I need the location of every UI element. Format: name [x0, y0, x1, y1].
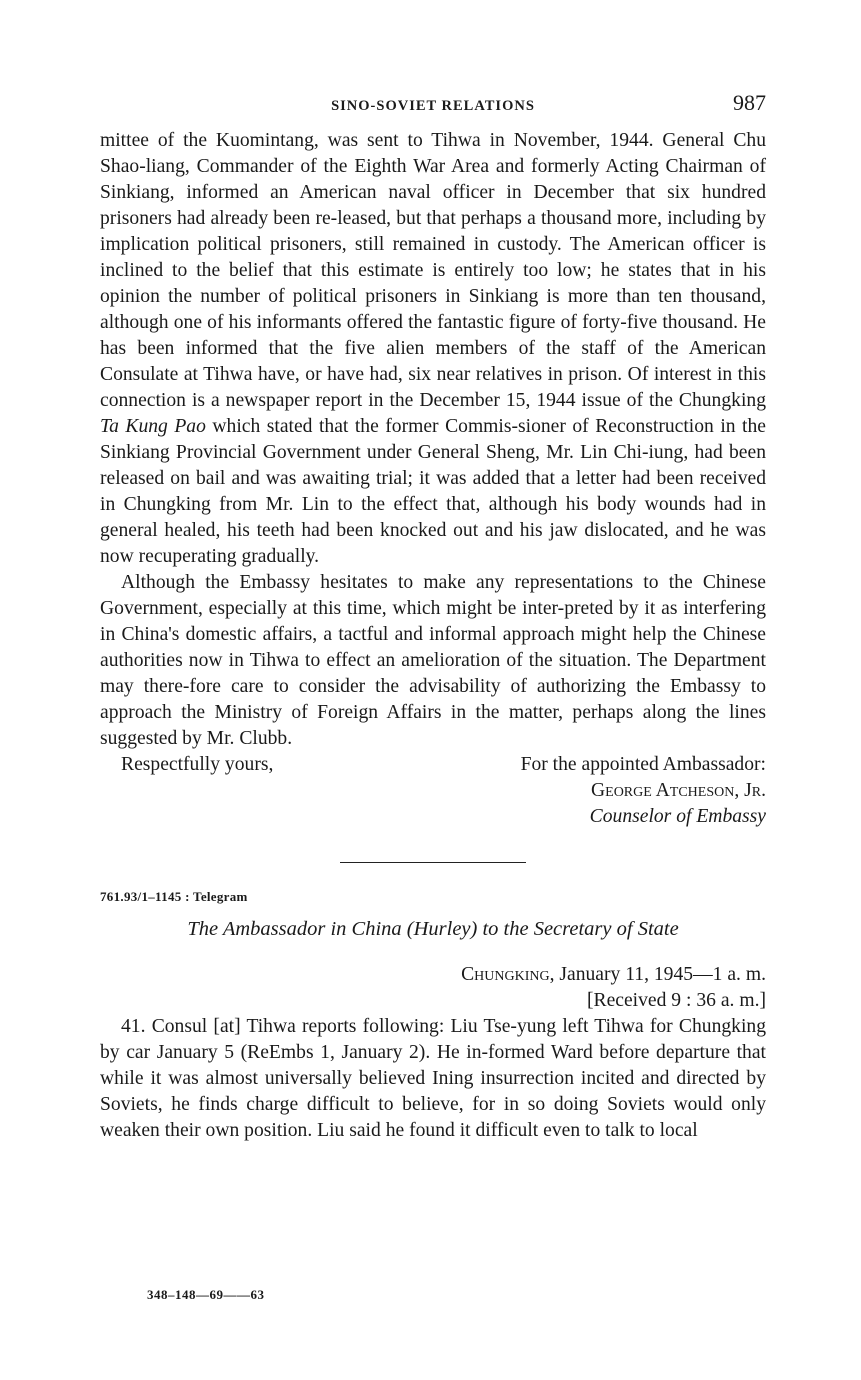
newspaper-title: Ta Kung Pao: [100, 416, 206, 437]
signature-name: George Atcheson, Jr.: [591, 780, 766, 801]
page-content: [100, 88, 766, 1144]
section-divider: [340, 862, 526, 863]
paragraph-embassy: Although the Embassy hesitates to make any representations to the Chinese Government, especially at this time, which might be inter-preted by it as interfering in China's domestic affairs, a tactful and informal approach might help the Chinese authorities now in Tihwa to effect an amelioration of the situation. The Department may there-fore care to consider the advisability of authorizing the Embassy to approach the Ministry of Foreign Affairs in the matter, perhaps along the lines suggested by Mr. Clubb.: [100, 572, 766, 749]
body-text: [100, 128, 766, 752]
footer-reference: 348–148—69——63: [147, 1287, 265, 1302]
running-title: SINO-SOVIET RELATIONS: [331, 98, 535, 114]
page-number: 987: [733, 90, 766, 115]
paragraph-text: which stated that the former Commis-sioner of Reconstruction in the Sinkiang Provincial Government under General Sheng, Mr. Lin Chi-iung, had been released on bail and was awaiting trial; it was added that a letter had been received in Chungking from Mr. Lin to the effect that, although his body wounds had in general healed, his teeth had been knocked out and his jaw dislocated, and he was now recuperating gradually.: [100, 416, 766, 567]
closing-salutation: Respectfully yours,: [121, 754, 274, 775]
dateline-date: , January 11, 1945—1 a. m.: [549, 964, 766, 985]
signature-title: Counselor of Embassy: [589, 806, 766, 827]
running-head: [100, 88, 766, 128]
dateline-place: Chungking: [461, 964, 550, 985]
closing-row: [100, 752, 766, 778]
received-time: [Received 9 : 36 a. m.]: [586, 990, 766, 1011]
telegram-paragraph: 41. Consul [at] Tihwa reports following: Liu Tse-yung left Tihwa for Chungking by car January 5 (ReEmbs 1, January 2). He in-formed Ward before departure that while it was almost universally believed Ining insurrection incited and directed by Soviets, he finds charge difficult to believe, for in so doing Soviets would only weaken their own position. Liu said he found it difficult even to talk to local: [100, 1016, 766, 1141]
file-reference: 761.93/1–1145 : Telegram: [100, 889, 248, 904]
telegram-body: [100, 1014, 766, 1144]
paragraph-text: mittee of the Kuomintang, was sent to Tihwa in November, 1944. General Chu Shao-liang, Commander of the Eighth War Area and formerly Acting Chairman of Sinkiang, informed an American naval officer in December that six hundred prisoners had already been re-leased, but that perhaps a thousand more, including by implication political prisoners, still remained in custody. The American officer is inclined to the belief that this estimate is entirely too low; he states that in his opinion the number of political prisoners in Sinkiang is more than ten thousand, although one of his informants offered the fantastic figure of forty-five thousand. He has been informed that the five alien members of the staff of the American Consulate at Tihwa have, or have had, six near relatives in prison. Of interest in this connection is a newspaper report in the December 15, 1944 issue of the Chungking: [100, 130, 766, 411]
paragraph-continued: [100, 128, 766, 570]
document-title: The Ambassador in China (Hurley) to the Secretary of State: [187, 918, 679, 940]
closing-for-ambassador: For the appointed Ambassador:: [520, 754, 766, 775]
dateline: [100, 962, 766, 988]
